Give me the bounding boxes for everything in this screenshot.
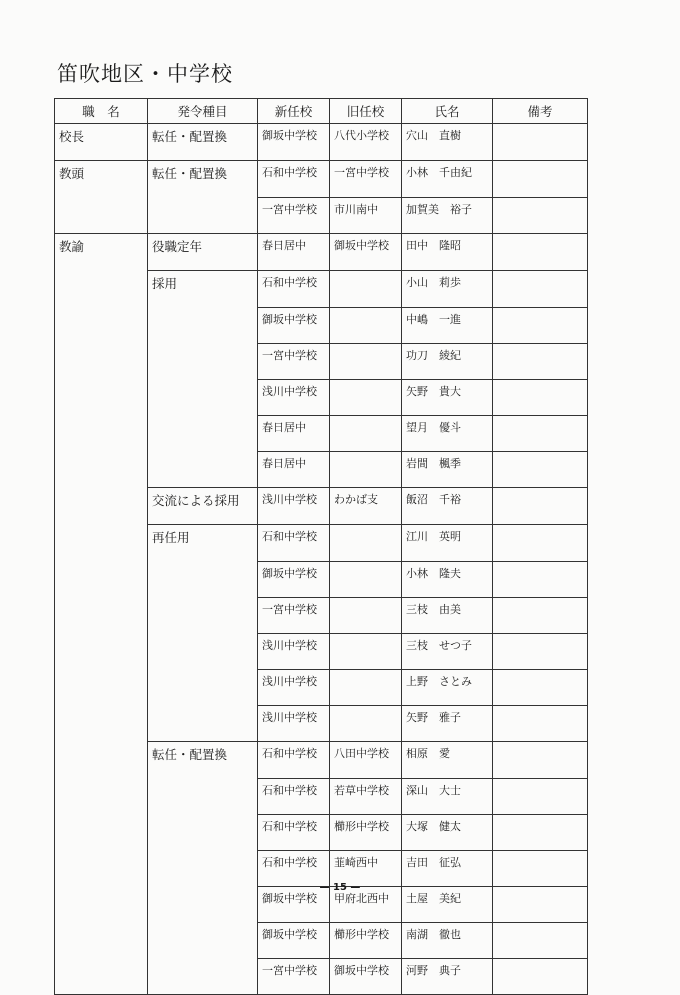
remarks-cell [493,597,588,633]
old-school-cell [330,669,402,705]
remarks-cell [493,778,588,814]
position-cell [55,597,148,633]
type-cell [148,597,258,633]
type-cell [148,197,258,234]
name-cell: 田中 隆昭 [402,234,493,271]
name-cell: 岩間 楓季 [402,451,493,488]
type-cell [148,814,258,850]
table-row [55,633,588,669]
old-school-cell: わかば支 [330,488,402,525]
old-school-cell: 御坂中学校 [330,958,402,995]
table-row [55,778,588,814]
type-cell [148,778,258,814]
table-row [55,814,588,850]
name-cell: 河野 典子 [402,958,493,995]
old-school-cell [330,343,402,379]
position-cell [55,561,148,597]
new-school-cell: 石和中学校 [258,814,330,850]
remarks-cell [493,161,588,198]
position-cell: 教諭 [55,234,148,271]
position-cell: 教頭 [55,161,148,198]
new-school-cell: 石和中学校 [258,742,330,779]
remarks-cell [493,415,588,451]
table-row [55,525,588,562]
position-cell [55,958,148,995]
new-school-cell: 一宮中学校 [258,597,330,633]
table-row [55,234,588,271]
type-cell: 交流による採用 [148,488,258,525]
new-school-cell: 御坂中学校 [258,922,330,958]
table-row [55,922,588,958]
name-cell: 三枝 由美 [402,597,493,633]
name-cell: 小山 莉歩 [402,271,493,308]
type-cell [148,633,258,669]
name-cell: 小林 千由紀 [402,161,493,198]
remarks-cell [493,742,588,779]
name-cell: 上野 さとみ [402,669,493,705]
remarks-cell [493,343,588,379]
name-cell: 相原 愛 [402,742,493,779]
position-cell [55,271,148,308]
old-school-cell [330,271,402,308]
old-school-cell: 甲府北西中 [330,886,402,922]
remarks-cell [493,197,588,234]
position-cell [55,525,148,562]
remarks-cell [493,633,588,669]
table-row [55,742,588,779]
type-cell [148,958,258,995]
name-cell: 深山 大士 [402,778,493,814]
name-cell: 南湖 徹也 [402,922,493,958]
position-cell [55,850,148,886]
old-school-cell [330,415,402,451]
header-remarks: 備考 [493,99,588,124]
old-school-cell: 若草中学校 [330,778,402,814]
position-cell: 校長 [55,124,148,161]
remarks-cell [493,525,588,562]
table-row [55,379,588,415]
new-school-cell: 浅川中学校 [258,705,330,742]
new-school-cell: 石和中学校 [258,525,330,562]
remarks-cell [493,922,588,958]
table-row [55,124,588,161]
table-row [55,415,588,451]
name-cell: 吉田 征弘 [402,850,493,886]
type-cell [148,669,258,705]
remarks-cell [493,850,588,886]
old-school-cell: 櫛形中学校 [330,922,402,958]
position-cell [55,415,148,451]
position-cell [55,307,148,343]
remarks-cell [493,124,588,161]
position-cell [55,669,148,705]
header-type: 発令種目 [148,99,258,124]
table-row [55,850,588,886]
table-row [55,705,588,742]
new-school-cell: 御坂中学校 [258,561,330,597]
remarks-cell [493,669,588,705]
new-school-cell: 石和中学校 [258,850,330,886]
old-school-cell [330,525,402,562]
header-position: 職 名 [55,99,148,124]
position-cell [55,922,148,958]
remarks-cell [493,271,588,308]
type-cell: 転任・配置換 [148,124,258,161]
name-cell: 江川 英明 [402,525,493,562]
old-school-cell: 櫛形中学校 [330,814,402,850]
table-row [55,161,588,198]
name-cell: 望月 優斗 [402,415,493,451]
remarks-cell [493,379,588,415]
position-cell [55,379,148,415]
table-row [55,958,588,995]
old-school-cell [330,451,402,488]
new-school-cell: 御坂中学校 [258,124,330,161]
name-cell: 穴山 直樹 [402,124,493,161]
type-cell [148,922,258,958]
table-row [55,597,588,633]
table-row [55,271,588,308]
remarks-cell [493,307,588,343]
old-school-cell: 御坂中学校 [330,234,402,271]
table-row [55,343,588,379]
old-school-cell: 八代小学校 [330,124,402,161]
type-cell [148,415,258,451]
type-cell [148,307,258,343]
type-cell [148,705,258,742]
name-cell: 土屋 美紀 [402,886,493,922]
new-school-cell: 春日居中 [258,451,330,488]
name-cell: 矢野 雅子 [402,705,493,742]
page-number: — 15 — [319,882,361,893]
new-school-cell: 一宮中学校 [258,343,330,379]
type-cell [148,561,258,597]
table-row [55,197,588,234]
table-row [55,307,588,343]
old-school-cell [330,307,402,343]
type-cell: 転任・配置換 [148,161,258,198]
position-cell [55,343,148,379]
remarks-cell [493,958,588,995]
position-cell [55,488,148,525]
type-cell [148,850,258,886]
type-cell: 採用 [148,271,258,308]
remarks-cell [493,451,588,488]
new-school-cell: 浅川中学校 [258,633,330,669]
new-school-cell: 一宮中学校 [258,197,330,234]
position-cell [55,633,148,669]
old-school-cell [330,379,402,415]
position-cell [55,778,148,814]
new-school-cell: 春日居中 [258,415,330,451]
new-school-cell: 石和中学校 [258,778,330,814]
name-cell: 小林 隆夫 [402,561,493,597]
old-school-cell [330,561,402,597]
old-school-cell: 市川南中 [330,197,402,234]
old-school-cell: 一宮中学校 [330,161,402,198]
old-school-cell [330,705,402,742]
name-cell: 飯沼 千裕 [402,488,493,525]
remarks-cell [493,488,588,525]
type-cell [148,379,258,415]
remarks-cell [493,814,588,850]
new-school-cell: 石和中学校 [258,161,330,198]
name-cell: 矢野 貴大 [402,379,493,415]
name-cell: 三枝 せつ子 [402,633,493,669]
header-new-school: 新任校 [258,99,330,124]
type-cell [148,343,258,379]
new-school-cell: 石和中学校 [258,271,330,308]
personnel-table [54,98,588,995]
position-cell [55,451,148,488]
old-school-cell [330,597,402,633]
type-cell: 再任用 [148,525,258,562]
position-cell [55,705,148,742]
type-cell [148,451,258,488]
remarks-cell [493,561,588,597]
new-school-cell: 浅川中学校 [258,379,330,415]
table-row [55,669,588,705]
remarks-cell [493,234,588,271]
type-cell: 役職定年 [148,234,258,271]
position-cell [55,814,148,850]
name-cell: 加賀美 裕子 [402,197,493,234]
new-school-cell: 浅川中学校 [258,488,330,525]
new-school-cell: 春日居中 [258,234,330,271]
table-row [55,488,588,525]
header-name: 氏名 [402,99,493,124]
remarks-cell [493,705,588,742]
name-cell: 大塚 健太 [402,814,493,850]
position-cell [55,197,148,234]
old-school-cell [330,633,402,669]
new-school-cell: 御坂中学校 [258,307,330,343]
old-school-cell: 八田中学校 [330,742,402,779]
header-old-school: 旧任校 [330,99,402,124]
page-title: 笛吹地区・中学校 [57,62,233,86]
name-cell: 功刀 綾紀 [402,343,493,379]
table-row [55,451,588,488]
name-cell: 中嶋 一進 [402,307,493,343]
position-cell [55,742,148,779]
new-school-cell: 浅川中学校 [258,669,330,705]
header-row [55,99,588,124]
new-school-cell: 一宮中学校 [258,958,330,995]
new-school-cell: 御坂中学校 [258,886,330,922]
type-cell: 転任・配置換 [148,742,258,779]
old-school-cell: 韮崎西中 [330,850,402,886]
table-row [55,561,588,597]
